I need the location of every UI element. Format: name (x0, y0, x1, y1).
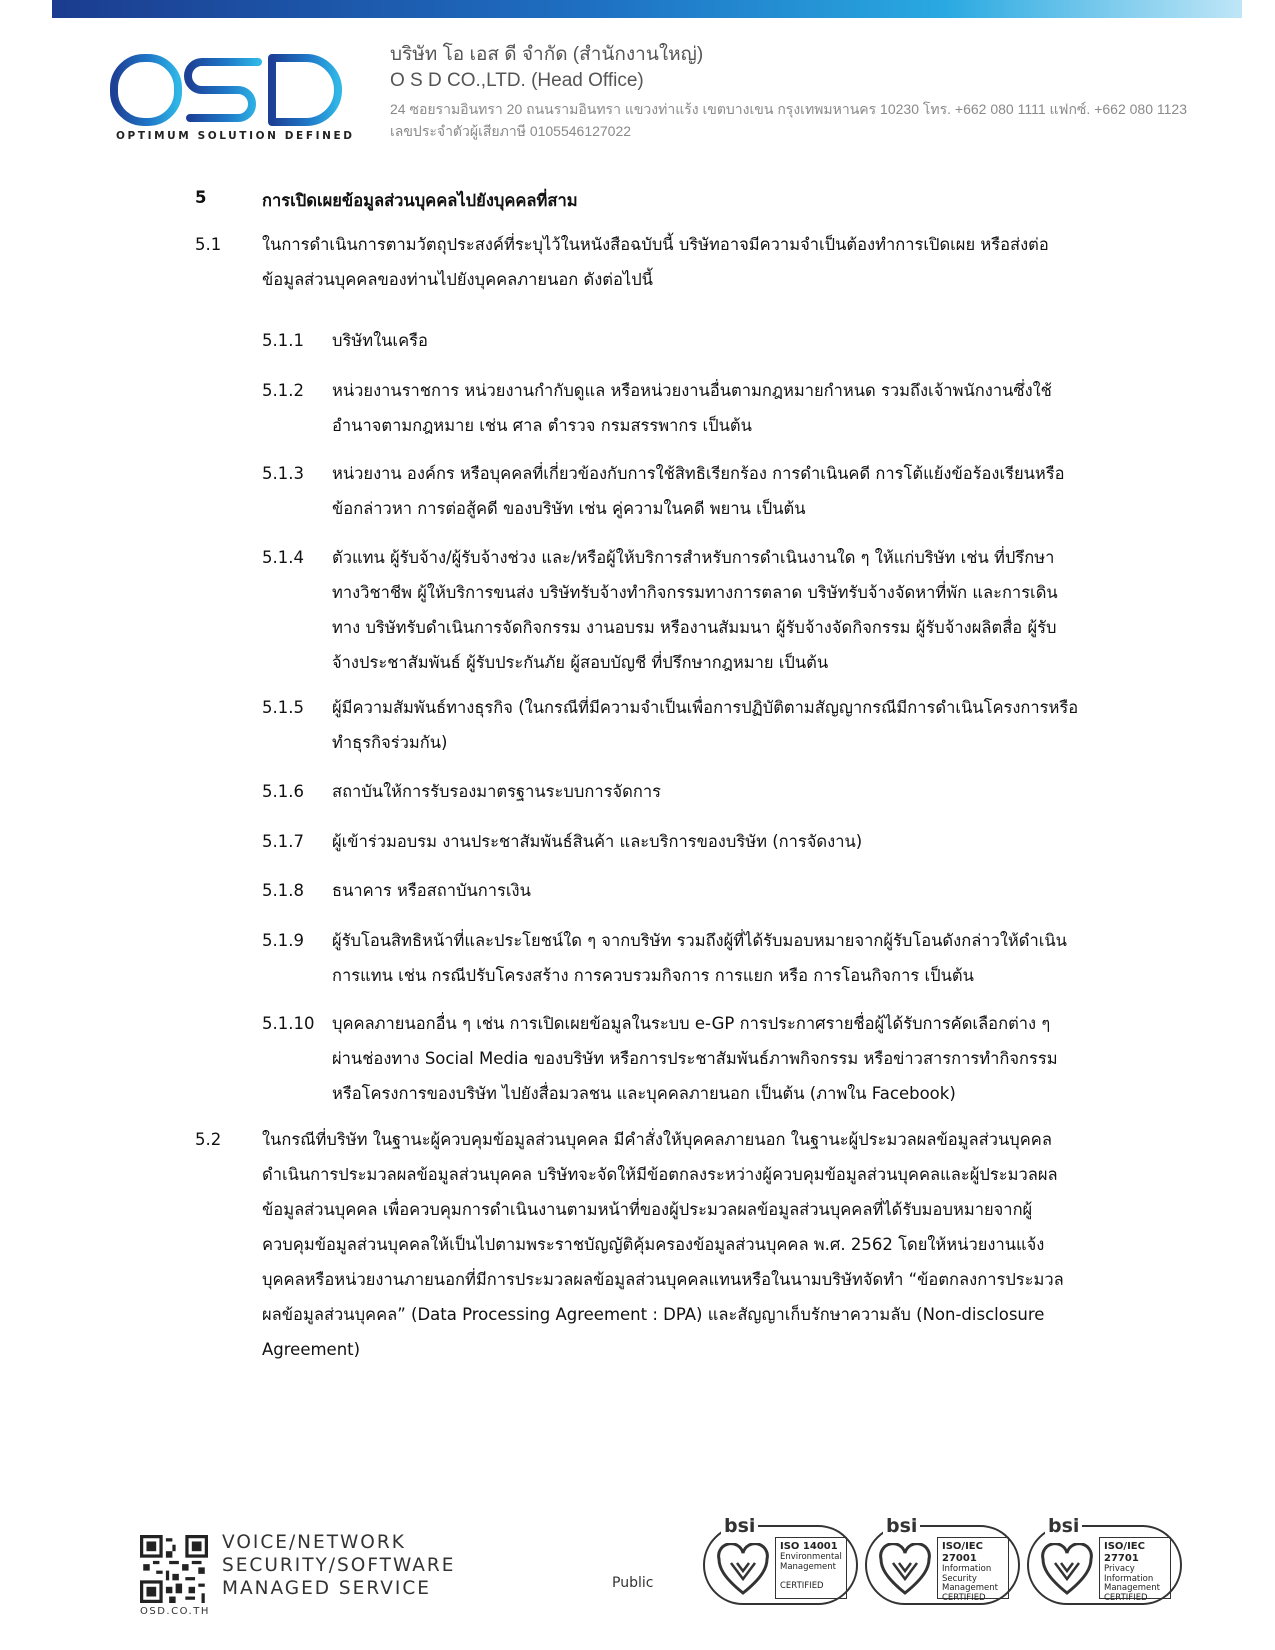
qr-code-icon (140, 1535, 208, 1603)
company-name-th: บริษัท โอ เอส ดี จำกัด (สำนักงานใหญ่) (390, 44, 704, 65)
company-tax-id: เลขประจำตัวผู้เสียภาษี 0105546127022 (390, 123, 632, 139)
paragraph-number: 5.1 (195, 235, 222, 254)
bsi-brand: bsi (883, 1515, 920, 1537)
header-accent-bar (52, 0, 1242, 18)
cert-status: CERTIFIED (780, 1581, 824, 1591)
certification-badge (865, 1515, 1020, 1607)
item-text: บุคคลภายนอกอื่น ๆ เช่น การเปิดเผยข้อมูลในระบบ e-GP การประกาศรายชื่อผู้ได้รับการคัดเลือกต่าง ๆ ผ่านช่องทาง Social Media ของบริษัท หรือการประชาสัมพันธ์ภาพกิจกรรม หรือข่าวสารการทำกิจกรรม หรือโครงการของบริษัท ไปยังสื่อมวลชน และบุคคลภายนอก เป็นต้น (ภาพใน Facebook) (332, 1014, 1058, 1103)
cert-status: CERTIFIED (942, 1592, 986, 1603)
bsi-heart-icon (1041, 1543, 1093, 1597)
cert-line: Management (942, 1583, 998, 1593)
footer-website: OSD.CO.TH (140, 1606, 210, 1617)
bsi-heart-icon (879, 1543, 931, 1597)
paragraph-number: 5.2 (195, 1130, 222, 1149)
cert-standard: ISO 14001 (780, 1541, 838, 1552)
cert-line: Environmental (780, 1552, 842, 1562)
company-info (390, 42, 1187, 142)
paragraph-text: ในการดำเนินการตามวัตถุประสงค์ที่ระบุไว้ในหนังสือฉบับนี้ บริษัทอาจมีความจำเป็นต้องทำการเปิดเผย หรือส่งต่อข้อมูลส่วนบุคคลของท่านไปยังบุคคลภายนอก ดังต่อไปนี้ (262, 235, 1049, 289)
item-text: ตัวแทน ผู้รับจ้าง/ผู้รับจ้างช่วง และ/หรือผู้ให้บริการสำหรับการดำเนินงานใด ๆ ให้แก่บริษัท เช่น ที่ปรึกษาทางวิชาชีพ ผู้ให้บริการขนส่ง บริษัทรับจ้างทำกิจกรรมทางการตลาด บริษัทรับจ้างจัดหาที่พัก และการเดินทาง บริษัทรับดำเนินการจัดกิจกรรม งานอบรม หรืองานสัมมนา ผู้รับจ้างจัดกิจกรรม ผู้รับจ้างผลิตสื่อ ผู้รับจ้างประชาสัมพันธ์ ผู้รับประกันภัย ผู้สอบบัญชี ที่ปรึกษากฎหมาย เป็นต้น (332, 548, 1058, 672)
cert-standard: ISO/IEC 27001 (942, 1541, 983, 1564)
logo-tagline: OPTIMUM SOLUTION DEFINED (116, 130, 355, 142)
item-text: สถาบันให้การรับรองมาตรฐานระบบการจัดการ (332, 782, 661, 801)
item-text: หน่วยงาน องค์กร หรือบุคคลที่เกี่ยวข้องกับการใช้สิทธิเรียกร้อง การดำเนินคดี การโต้แย้งข้อร้องเรียนหรือข้อกล่าวหา การต่อสู้คดี ของบริษัท เช่น คู่ความในคดี พยาน เป็นต้น (332, 464, 1065, 518)
cert-status: CERTIFIED (1104, 1592, 1148, 1603)
item-number: 5.1.6 (262, 782, 304, 801)
section-number: 5 (195, 188, 207, 207)
section-title: การเปิดเผยข้อมูลส่วนบุคคลไปยังบุคคลที่สาม (262, 191, 578, 210)
cert-details (937, 1537, 1009, 1603)
paragraph-text: ในกรณีที่บริษัท ในฐานะผู้ควบคุมข้อมูลส่วนบุคคล มีคำสั่งให้บุคคลภายนอก ในฐานะผู้ประมวลผลข้อมูลส่วนบุคคลดำเนินการประมวลผลข้อมูลส่วนบุคคล บริษัทจะจัดให้มีข้อตกลงระหว่างผู้ควบคุมข้อมูลส่วนบุคคลและผู้ประมวลผลข้อมูลส่วนบุคคล เพื่อควบคุมการดำเนินงานตามหน้าที่ของผู้ประมวลผลข้อมูลส่วนบุคคลที่ได้รับมอบหมายจากผู้ควบคุมข้อมูลส่วนบุคคลให้เป็นไปตามพระราชบัญญัติคุ้มครองข้อมูลส่วนบุคคล พ.ศ. 2562 โดยให้หน่วยงานแจ้งบุคคลหรือหน่วยงานภายนอกที่มีการประมวลผลข้อมูลส่วนบุคคลแทนหรือในนามบริษัทจัดทำ “ข้อตกลงการประมวลผลข้อมูลส่วนบุคคล” (Data Processing Agreement : DPA) และสัญญาเก็บรักษาความลับ (Non-disclosure Agreement) (262, 1130, 1064, 1359)
item-number: 5.1.8 (262, 881, 304, 900)
item-text: ธนาคาร หรือสถาบันการเงิน (332, 881, 531, 900)
item-number: 5.1.3 (262, 464, 304, 483)
service-line: VOICE/NETWORK (222, 1532, 406, 1553)
company-name-en: O S D CO.,LTD. (Head Office) (390, 70, 644, 91)
item-number: 5.1.10 (262, 1014, 315, 1033)
item-number: 5.1.9 (262, 931, 304, 950)
cert-line: Privacy (1104, 1564, 1135, 1574)
item-number: 5.1.5 (262, 698, 304, 717)
cert-standard: ISO/IEC 27701 (1104, 1541, 1145, 1564)
cert-line: Management (1104, 1583, 1160, 1593)
footer-services (222, 1531, 455, 1600)
item-text: หน่วยงานราชการ หน่วยงานกำกับดูแล หรือหน่วยงานอื่นตามกฎหมายกำหนด รวมถึงเจ้าพนักงานซึ่งใช้อำนาจตามกฎหมาย เช่น ศาล ตำรวจ กรมสรรพากร เป็นต้น (332, 381, 1052, 435)
item-text: ผู้รับโอนสิทธิหน้าที่และประโยชน์ใด ๆ จากบริษัท รวมถึงผู้ที่ได้รับมอบหมายจากผู้รับโอนดังกล่าวให้ดำเนินการแทน เช่น กรณีปรับโครงสร้าง การควบรวมกิจการ การแยก หรือ การโอนกิจการ เป็นต้น (332, 931, 1067, 985)
certification-badge (703, 1515, 858, 1607)
item-number: 5.1.7 (262, 832, 304, 851)
cert-line: Information Security (942, 1564, 992, 1584)
cert-line: Management (780, 1561, 836, 1572)
item-text: บริษัทในเครือ (332, 331, 428, 350)
service-line: MANAGED SERVICE (222, 1578, 431, 1599)
item-number: 5.1.2 (262, 381, 304, 400)
bsi-brand: bsi (1045, 1515, 1082, 1537)
certification-badge (1027, 1515, 1182, 1607)
service-line: SECURITY/SOFTWARE (222, 1555, 456, 1576)
cert-details (775, 1537, 847, 1599)
item-number: 5.1.1 (262, 331, 304, 350)
item-text: ผู้เข้าร่วมอบรม งานประชาสัมพันธ์สินค้า และบริการของบริษัท (การจัดงาน) (332, 832, 863, 851)
company-address: 24 ซอยรามอินทรา 20 ถนนรามอินทรา แขวงท่าแร้ง เขตบางเขน กรุงเทพมหานคร 10230 โทร. +662 080 1111 แฟกซ์. +662 080 1123 (390, 101, 1187, 117)
item-number: 5.1.4 (262, 548, 304, 567)
bsi-brand: bsi (721, 1515, 758, 1537)
bsi-heart-icon (717, 1543, 769, 1597)
cert-details (1099, 1537, 1171, 1603)
cert-line: Information (1104, 1573, 1154, 1584)
document-classification: Public (612, 1575, 654, 1591)
item-text: ผู้มีความสัมพันธ์ทางธุรกิจ (ในกรณีที่มีความจำเป็นเพื่อการปฏิบัติตามสัญญากรณีมีการดำเนินโครงการหรือทำธุรกิจร่วมกัน) (332, 698, 1079, 752)
